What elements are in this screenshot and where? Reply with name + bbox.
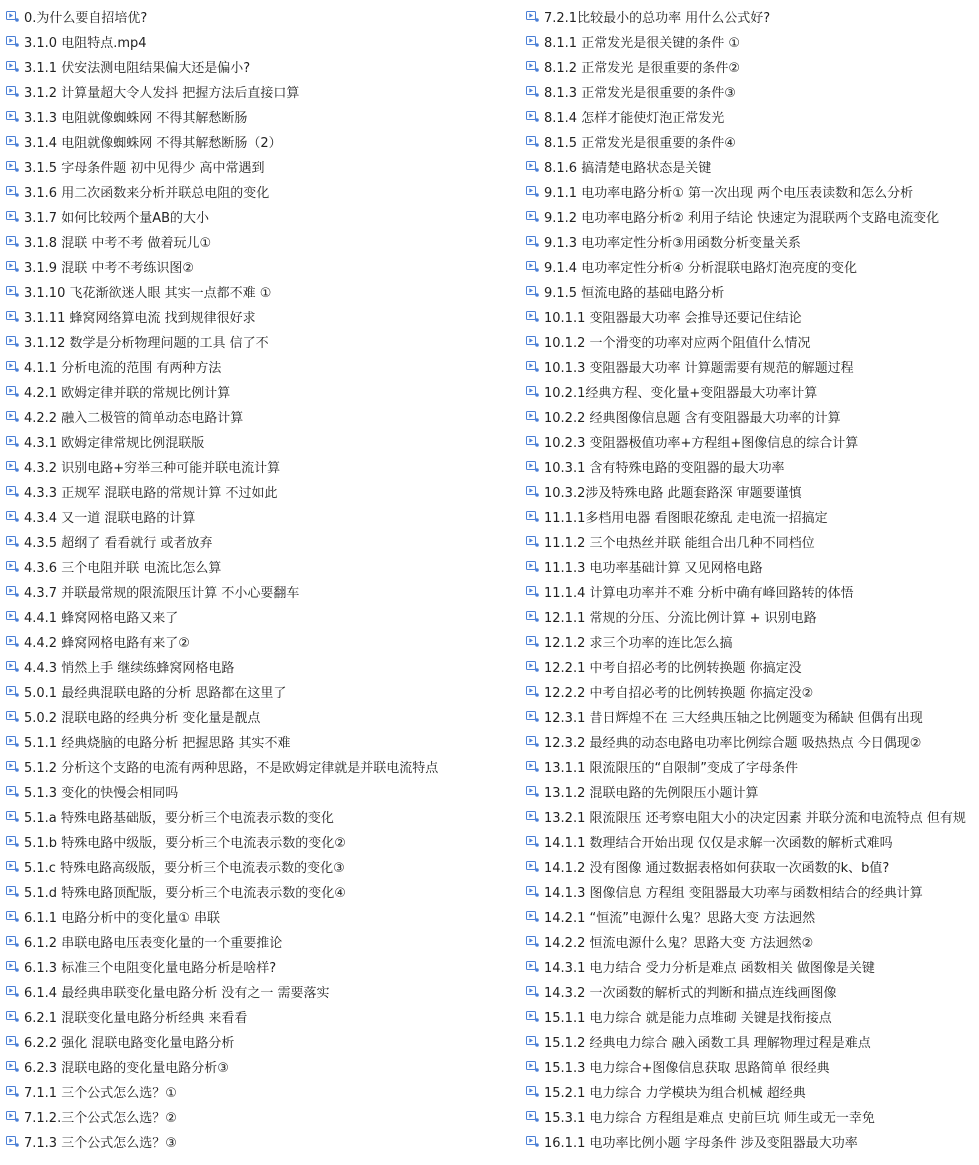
video-file-icon — [526, 236, 539, 247]
video-file-icon — [6, 286, 19, 297]
video-file-icon — [526, 661, 539, 672]
video-file-icon — [6, 186, 19, 197]
file-item-label: 4.1.1 分析电流的范围 有两种方法 — [24, 361, 222, 376]
file-item[interactable] — [526, 604, 979, 629]
video-file-icon — [526, 1111, 539, 1122]
file-item[interactable] — [6, 329, 522, 354]
file-item-label: 6.1.3 标准三个电阻变化量电路分析是啥样? — [24, 961, 277, 976]
file-item-label: 3.1.2 计算量超大令人发抖 把握方法后直接口算 — [24, 86, 300, 101]
video-file-icon — [526, 286, 539, 297]
file-item-label: 12.3.2 最经典的动态电路电功率比例综合题 吸热热点 今日偶现② — [544, 736, 922, 751]
file-item[interactable] — [526, 4, 979, 29]
video-file-icon — [6, 1061, 19, 1072]
file-item[interactable] — [6, 204, 522, 229]
video-file-icon — [6, 486, 19, 497]
file-item[interactable] — [526, 229, 979, 254]
file-item[interactable] — [526, 104, 979, 129]
file-item-label: 12.2.2 中考自招必考的比例转换题 你搞定没② — [544, 686, 814, 701]
video-file-icon — [6, 36, 19, 47]
file-item[interactable] — [6, 1079, 522, 1104]
video-file-icon — [526, 1036, 539, 1047]
file-item-label: 6.2.2 强化 混联电路变化量电路分析 — [24, 1036, 235, 1051]
file-item[interactable] — [6, 554, 522, 579]
file-item[interactable] — [526, 254, 979, 279]
video-file-icon — [526, 961, 539, 972]
file-item-label: 5.1.a 特殊电路基础版，要分析三个电流表示数的变化 — [24, 811, 334, 826]
file-item[interactable] — [6, 1104, 522, 1129]
video-file-icon — [6, 711, 19, 722]
file-item[interactable] — [526, 79, 979, 104]
video-file-icon — [6, 111, 19, 122]
file-item-label: 13.2.1 限流限压 还考察电阻大小的决定因素 并联分流和电流特点 但有规 — [544, 811, 966, 826]
file-item-label: 7.2.1比较最小的总功率 用什么公式好? — [544, 11, 771, 26]
file-item[interactable] — [6, 379, 522, 404]
file-item-label: 11.1.4 计算电功率并不难 分析中确有峰回路转的体悟 — [544, 586, 854, 601]
file-item[interactable] — [526, 1129, 979, 1154]
file-item[interactable] — [6, 179, 522, 204]
file-item-label: 14.1.3 图像信息 方程组 变阻器最大功率与函数相结合的经典计算 — [544, 886, 923, 901]
file-item[interactable] — [6, 354, 522, 379]
video-file-icon — [526, 36, 539, 47]
video-file-icon — [526, 436, 539, 447]
file-item-label: 4.4.1 蜂窝网格电路又来了 — [24, 611, 179, 626]
file-item-label: 6.2.1 混联变化量电路分析经典 来看看 — [24, 1011, 248, 1026]
file-item[interactable] — [526, 804, 979, 829]
file-item[interactable] — [6, 154, 522, 179]
file-item[interactable] — [6, 804, 522, 829]
file-item-label: 14.3.2 一次函数的解析式的判断和描点连线画图像 — [544, 986, 837, 1001]
file-item-label: 0.为什么要自招培优? — [24, 11, 148, 26]
file-item[interactable] — [6, 529, 522, 554]
file-item-label: 8.1.6 搞清楚电路状态是关键 — [544, 161, 712, 176]
file-item-label: 10.2.2 经典图像信息题 含有变阻器最大功率的计算 — [544, 411, 841, 426]
file-item[interactable] — [526, 479, 979, 504]
video-file-icon — [526, 836, 539, 847]
file-item-label: 15.1.3 电力综合+图像信息获取 思路简单 很经典 — [544, 1061, 830, 1076]
file-item[interactable] — [526, 54, 979, 79]
file-item-label: 3.1.8 混联 中考不考 做着玩儿① — [24, 236, 212, 251]
file-item[interactable] — [526, 954, 979, 979]
file-item-label: 7.1.3 三个公式怎么选？③ — [24, 1136, 177, 1151]
video-file-icon — [526, 761, 539, 772]
video-file-icon — [526, 311, 539, 322]
file-item-label: 5.1.1 经典烧脑的电路分析 把握思路 其实不难 — [24, 736, 291, 751]
file-item[interactable] — [6, 929, 522, 954]
video-file-icon — [526, 411, 539, 422]
file-item-label: 7.1.2.三个公式怎么选？② — [24, 1111, 177, 1126]
file-item-label: 9.1.2 电功率电路分析② 利用子结论 快速定为混联两个支路电流变化 — [544, 211, 940, 226]
file-item[interactable] — [526, 329, 979, 354]
file-item-label: 16.1.1 电功率比例小题 字母条件 涉及变阻器最大功率 — [544, 1136, 858, 1151]
file-item-label: 14.2.2 恒流电源什么鬼？思路大变 方法迥然② — [544, 936, 814, 951]
file-item[interactable] — [526, 1054, 979, 1079]
video-file-icon — [6, 386, 19, 397]
file-item[interactable] — [6, 854, 522, 879]
file-item[interactable] — [6, 304, 522, 329]
file-item-label: 4.2.2 融入二极管的简单动态电路计算 — [24, 411, 244, 426]
file-item-label: 9.1.5 恒流电路的基础电路分析 — [544, 286, 725, 301]
file-item[interactable] — [526, 129, 979, 154]
file-item-label: 3.1.3 电阻就像蜘蛛网 不得其解愁断肠 — [24, 111, 248, 126]
file-item-label: 8.1.3 正常发光是很重要的条件③ — [544, 86, 736, 101]
video-file-icon — [6, 586, 19, 597]
file-item-label: 6.1.2 串联电路电压表变化量的一个重要推论 — [24, 936, 283, 951]
video-file-icon — [526, 111, 539, 122]
file-item[interactable] — [526, 304, 979, 329]
file-item-label: 10.1.1 变阻器最大功率 会推导还要记住结论 — [544, 311, 802, 326]
file-item[interactable] — [526, 854, 979, 879]
video-file-icon — [526, 686, 539, 697]
video-file-icon — [6, 736, 19, 747]
video-file-icon — [6, 161, 19, 172]
file-item-label: 11.1.1多档用电器 看图眼花缭乱 走电流一招搞定 — [544, 511, 828, 526]
video-file-icon — [6, 1011, 19, 1022]
file-item-label: 6.1.4 最经典串联变化量电路分析 没有之一 需要落实 — [24, 986, 330, 1001]
file-item-label: 4.2.1 欧姆定律并联的常规比例计算 — [24, 386, 231, 401]
file-item-label: 5.1.c 特殊电路高级版，要分析三个电流表示数的变化③ — [24, 861, 345, 876]
video-file-icon — [6, 761, 19, 772]
file-item-label: 4.4.3 悄然上手 继续练蜂窝网格电路 — [24, 661, 235, 676]
video-file-icon — [526, 1061, 539, 1072]
file-item-label: 6.1.1 电路分析中的变化量① 串联 — [24, 911, 220, 926]
file-item[interactable] — [526, 354, 979, 379]
file-item-label: 15.3.1 电力综合 方程组是难点 史前巨坑 师生或无一幸免 — [544, 1111, 875, 1126]
file-item[interactable] — [6, 954, 522, 979]
file-item-label: 5.1.2 分析这个支路的电流有两种思路，不是欧姆定律就是并联电流特点 — [24, 761, 439, 776]
file-item[interactable] — [526, 929, 979, 954]
file-item[interactable] — [6, 1054, 522, 1079]
video-file-icon — [526, 486, 539, 497]
file-item[interactable] — [526, 829, 979, 854]
video-file-icon — [6, 936, 19, 947]
file-item[interactable] — [6, 254, 522, 279]
file-item[interactable] — [526, 429, 979, 454]
video-file-icon — [526, 1011, 539, 1022]
video-file-icon — [526, 11, 539, 22]
file-item[interactable] — [6, 504, 522, 529]
file-item[interactable] — [526, 154, 979, 179]
file-item-label: 8.1.2 正常发光 是很重要的条件② — [544, 61, 740, 76]
video-file-icon — [6, 211, 19, 222]
file-item-label: 14.1.2 没有图像 通过数据表格如何获取一次函数的k、b值? — [544, 861, 890, 876]
file-item[interactable] — [526, 279, 979, 304]
video-file-icon — [6, 261, 19, 272]
video-file-icon — [526, 611, 539, 622]
video-file-icon — [526, 586, 539, 597]
file-item[interactable] — [6, 629, 522, 654]
file-item[interactable] — [6, 229, 522, 254]
file-item-label: 4.3.7 并联最常规的限流限压计算 不小心要翻车 — [24, 586, 300, 601]
video-file-icon — [526, 861, 539, 872]
file-item-label: 14.1.1 数理结合开始出现 仅仅是求解一次函数的解析式难吗 — [544, 836, 893, 851]
file-item[interactable] — [526, 29, 979, 54]
video-file-icon — [6, 136, 19, 147]
file-item-label: 11.1.2 三个电热丝并联 能组合出几种不同档位 — [544, 536, 815, 551]
video-file-icon — [526, 386, 539, 397]
file-item[interactable] — [526, 579, 979, 604]
file-item-label: 10.1.3 变阻器最大功率 计算题需要有规范的解题过程 — [544, 361, 854, 376]
video-file-icon — [6, 686, 19, 697]
file-item[interactable] — [526, 1029, 979, 1054]
video-file-icon — [6, 911, 19, 922]
file-item-label: 4.4.2 蜂窝网格电路有来了② — [24, 636, 190, 651]
file-item[interactable] — [6, 979, 522, 1004]
file-item[interactable] — [6, 104, 522, 129]
file-item[interactable] — [526, 779, 979, 804]
file-item[interactable] — [526, 704, 979, 729]
file-item-label: 5.0.1 最经典混联电路的分析 思路都在这里了 — [24, 686, 287, 701]
file-item[interactable] — [6, 29, 522, 54]
file-item-label: 10.2.3 变阻器极值功率+方程组+图像信息的综合计算 — [544, 436, 859, 451]
video-file-icon — [6, 1136, 19, 1147]
file-item-label: 3.1.11 蜂窝网络算电流 找到规律很好求 — [24, 311, 256, 326]
video-file-icon — [6, 336, 19, 347]
file-item[interactable] — [526, 179, 979, 204]
file-item-label: 3.1.10 飞花渐欲迷人眼 其实一点都不难 ① — [24, 286, 272, 301]
file-item-label: 6.2.3 混联电路的变化量电路分析③ — [24, 1061, 229, 1076]
file-item-label: 5.1.3 变化的快慢会相同吗 — [24, 786, 179, 801]
video-file-icon — [6, 1111, 19, 1122]
file-list-right — [526, 4, 979, 1154]
file-item-label: 3.1.7 如何比较两个量AB的大小 — [24, 211, 210, 226]
file-item-label: 12.2.1 中考自招必考的比例转换题 你搞定没 — [544, 661, 802, 676]
file-item-label: 4.3.2 识别电路+穷举三种可能并联电流计算 — [24, 461, 281, 476]
video-file-icon — [526, 711, 539, 722]
file-item-label: 5.1.b 特殊电路中级版，要分析三个电流表示数的变化② — [24, 836, 346, 851]
file-item-label: 10.1.2 一个滑变的功率对应两个阻值什么情况 — [544, 336, 811, 351]
file-item[interactable] — [526, 404, 979, 429]
file-item[interactable] — [526, 504, 979, 529]
video-file-icon — [6, 411, 19, 422]
video-file-icon — [6, 861, 19, 872]
file-item[interactable] — [6, 779, 522, 804]
video-file-icon — [526, 511, 539, 522]
file-item-label: 12.1.1 常规的分压、分流比例计算 + 识别电路 — [544, 611, 817, 626]
file-item-label: 9.1.4 电功率定性分析④ 分析混联电路灯泡亮度的变化 — [544, 261, 857, 276]
file-item-label: 12.3.1 昔日辉煌不在 三大经典压轴之比例题变为稀缺 但偶有出现 — [544, 711, 923, 726]
video-file-icon — [6, 436, 19, 447]
file-item-label: 13.1.1 限流限压的“自限制”变成了字母条件 — [544, 761, 798, 776]
video-file-icon — [6, 511, 19, 522]
video-file-icon — [526, 811, 539, 822]
video-file-icon — [526, 461, 539, 472]
file-item-label: 10.2.1经典方程、变化量+变阻器最大功率计算 — [544, 386, 818, 401]
file-item[interactable] — [526, 1004, 979, 1029]
video-file-icon — [6, 311, 19, 322]
video-file-icon — [526, 261, 539, 272]
file-item[interactable] — [526, 1104, 979, 1129]
file-item[interactable] — [526, 879, 979, 904]
file-item[interactable] — [526, 379, 979, 404]
video-file-icon — [526, 1086, 539, 1097]
video-file-icon — [526, 736, 539, 747]
video-file-icon — [6, 561, 19, 572]
file-item-label: 8.1.5 正常发光是很重要的条件④ — [544, 136, 736, 151]
file-item[interactable] — [526, 554, 979, 579]
file-list-left — [6, 4, 522, 1154]
file-item[interactable] — [6, 129, 522, 154]
file-item-label: 4.3.6 三个电阻并联 电流比怎么算 — [24, 561, 222, 576]
video-file-icon — [6, 1036, 19, 1047]
video-file-icon — [6, 886, 19, 897]
video-file-icon — [526, 561, 539, 572]
video-file-icon — [526, 986, 539, 997]
file-item[interactable] — [6, 454, 522, 479]
file-item[interactable] — [6, 1029, 522, 1054]
file-item[interactable] — [526, 654, 979, 679]
video-file-icon — [6, 836, 19, 847]
file-item-label: 8.1.1 正常发光是很关键的条件 ① — [544, 36, 740, 51]
file-item-label: 4.3.3 正规军 混联电路的常规计算 不过如此 — [24, 486, 278, 501]
file-item[interactable] — [526, 904, 979, 929]
file-item[interactable] — [6, 1129, 522, 1154]
video-file-icon — [6, 661, 19, 672]
file-item-label: 3.1.9 混联 中考不考练识图② — [24, 261, 194, 276]
file-item[interactable] — [6, 904, 522, 929]
file-item-label: 4.3.5 超纲了 看看就行 或者放弃 — [24, 536, 213, 551]
video-file-icon — [6, 986, 19, 997]
file-item-label: 3.1.4 电阻就像蜘蛛网 不得其解愁断肠（2） — [24, 136, 282, 151]
video-file-icon — [526, 636, 539, 647]
video-file-icon — [526, 936, 539, 947]
video-file-icon — [6, 236, 19, 247]
video-file-icon — [526, 536, 539, 547]
file-item[interactable] — [6, 279, 522, 304]
file-item[interactable] — [6, 879, 522, 904]
video-file-icon — [6, 86, 19, 97]
file-item[interactable] — [526, 454, 979, 479]
video-file-icon — [526, 61, 539, 72]
video-file-icon — [526, 86, 539, 97]
video-file-icon — [6, 461, 19, 472]
file-item[interactable] — [6, 579, 522, 604]
video-file-icon — [6, 786, 19, 797]
video-file-icon — [526, 911, 539, 922]
file-item[interactable] — [526, 754, 979, 779]
file-item[interactable] — [526, 529, 979, 554]
file-item-label: 13.1.2 混联电路的先例限压小题计算 — [544, 786, 759, 801]
file-item-label: 8.1.4 怎样才能使灯泡正常发光 — [544, 111, 725, 126]
video-file-icon — [526, 336, 539, 347]
file-item-label: 12.1.2 求三个功率的连比怎么搞 — [544, 636, 733, 651]
video-file-icon — [526, 136, 539, 147]
file-item-label: 7.1.1 三个公式怎么选？① — [24, 1086, 177, 1101]
file-item[interactable] — [6, 1004, 522, 1029]
video-file-icon — [6, 611, 19, 622]
file-item[interactable] — [526, 204, 979, 229]
file-item[interactable] — [6, 654, 522, 679]
file-item[interactable] — [526, 1079, 979, 1104]
file-item-label: 14.2.1 “恒流”电源什么鬼？思路大变 方法迥然 — [544, 911, 816, 926]
file-item[interactable] — [6, 79, 522, 104]
file-item-label: 10.3.1 含有特殊电路的变阻器的最大功率 — [544, 461, 785, 476]
file-item-label: 15.1.1 电力综合 就是能力点堆砌 关键是找衔接点 — [544, 1011, 832, 1026]
file-item-label: 4.3.4 又一道 混联电路的计算 — [24, 511, 196, 526]
file-item[interactable] — [6, 829, 522, 854]
video-file-icon — [526, 186, 539, 197]
file-item-label: 5.0.2 混联电路的经典分析 变化量是靓点 — [24, 711, 261, 726]
video-file-icon — [6, 636, 19, 647]
video-file-icon — [6, 361, 19, 372]
video-file-icon — [6, 1086, 19, 1097]
file-item-label: 9.1.3 电功率定性分析③用函数分析变量关系 — [544, 236, 801, 251]
file-item-label: 10.3.2涉及特殊电路 此题套路深 审题要谨慎 — [544, 486, 802, 501]
video-file-icon — [6, 811, 19, 822]
file-item[interactable] — [6, 4, 522, 29]
file-item[interactable] — [6, 754, 522, 779]
video-file-icon — [6, 536, 19, 547]
file-item-label: 3.1.0 电阻特点.mp4 — [24, 36, 147, 51]
file-item[interactable] — [6, 704, 522, 729]
file-item[interactable] — [526, 629, 979, 654]
file-item-label: 3.1.12 数学是分析物理问题的工具 信了不 — [24, 336, 269, 351]
file-item-label: 9.1.1 电功率电路分析① 第一次出现 两个电压表读数和怎么分析 — [544, 186, 914, 201]
file-item-label: 3.1.1 伏安法测电阻结果偏大还是偏小? — [24, 61, 251, 76]
video-file-icon — [6, 61, 19, 72]
file-item[interactable] — [6, 54, 522, 79]
video-file-icon — [526, 161, 539, 172]
file-item-label: 15.1.2 经典电力综合 融入函数工具 理解物理过程是难点 — [544, 1036, 871, 1051]
file-item-label: 11.1.3 电功率基础计算 又见网格电路 — [544, 561, 763, 576]
file-item[interactable] — [6, 604, 522, 629]
file-item-label: 4.3.1 欧姆定律常规比例混联版 — [24, 436, 205, 451]
file-item[interactable] — [6, 429, 522, 454]
file-item[interactable] — [6, 729, 522, 754]
video-file-icon — [526, 211, 539, 222]
file-item[interactable] — [6, 404, 522, 429]
file-item[interactable] — [526, 979, 979, 1004]
video-file-icon — [526, 1136, 539, 1147]
file-item-label: 3.1.5 字母条件题 初中见得少 高中常遇到 — [24, 161, 265, 176]
video-file-icon — [6, 961, 19, 972]
video-file-icon — [526, 786, 539, 797]
file-item-label: 15.2.1 电力综合 力学模块为组合机械 超经典 — [544, 1086, 806, 1101]
video-file-icon — [526, 886, 539, 897]
file-item-label: 5.1.d 特殊电路顶配版，要分析三个电流表示数的变化④ — [24, 886, 346, 901]
file-item[interactable] — [526, 729, 979, 754]
file-item[interactable] — [6, 479, 522, 504]
video-file-icon — [6, 11, 19, 22]
file-item-label: 14.3.1 电力结合 受力分析是难点 函数相关 做图像是关键 — [544, 961, 875, 976]
file-item-label: 3.1.6 用二次函数来分析并联总电阻的变化 — [24, 186, 270, 201]
video-file-icon — [526, 361, 539, 372]
file-item[interactable] — [526, 679, 979, 704]
file-item[interactable] — [6, 679, 522, 704]
